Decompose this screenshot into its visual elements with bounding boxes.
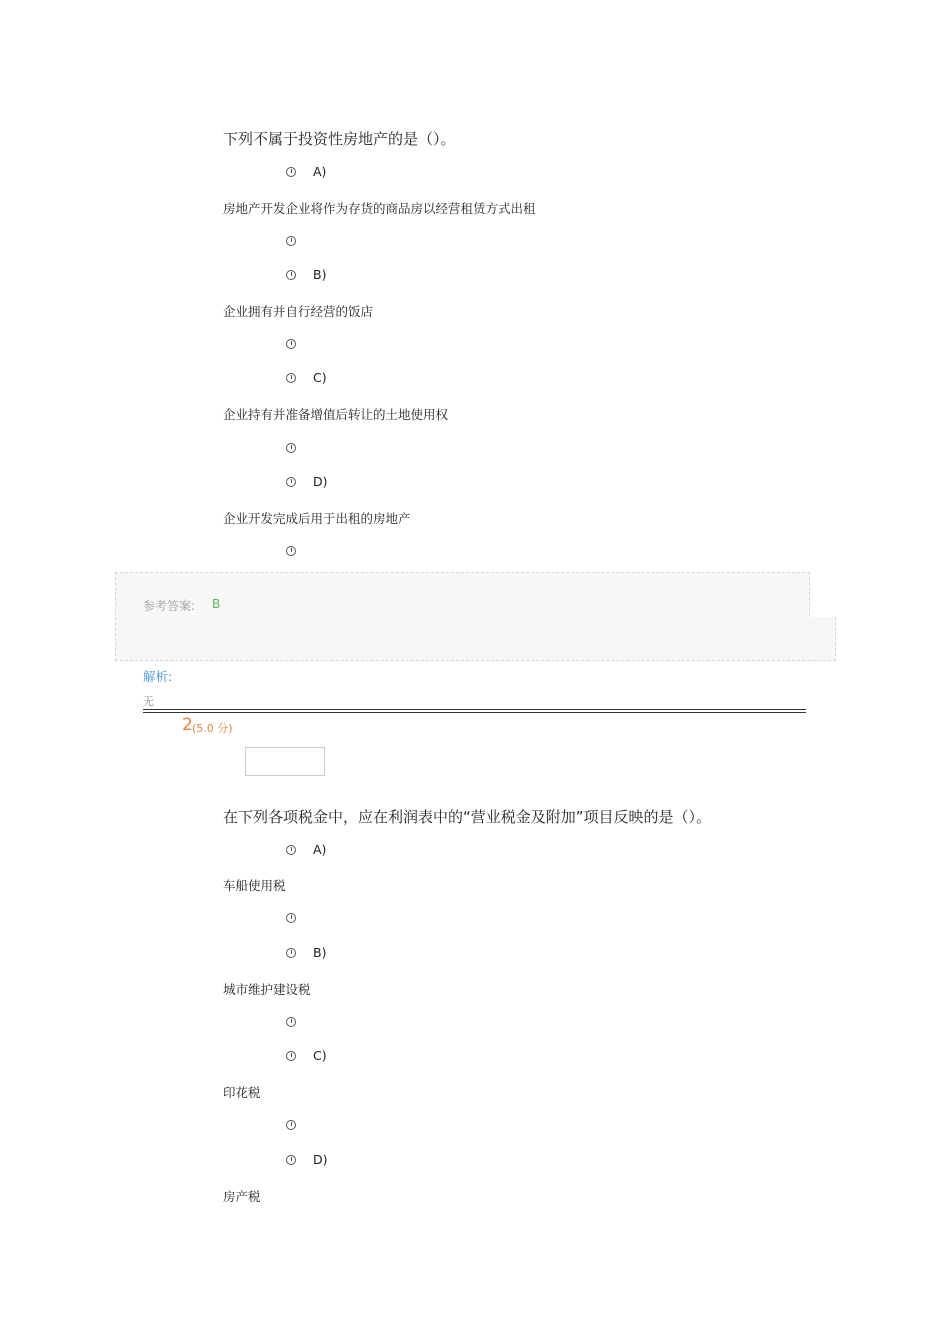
radio-icon[interactable] <box>286 236 296 246</box>
option-2c-letter: C) <box>313 1048 327 1063</box>
question-2-number: 2 <box>182 715 193 735</box>
option-1c-text: 企业持有并准备增值后转让的土地使用权 <box>223 407 449 422</box>
option-1d-text: 企业开发完成后用于出租的房地产 <box>223 511 411 526</box>
radio-2c-icon[interactable] <box>286 1051 296 1061</box>
option-1d-letter: D) <box>313 474 328 489</box>
answer-value: B <box>212 597 221 611</box>
analysis-label: 解析: <box>143 669 173 684</box>
option-1c-letter: C) <box>313 370 327 385</box>
answer-panel <box>115 572 810 661</box>
radio-icon[interactable] <box>286 339 296 349</box>
option-1b-text: 企业拥有并自行经营的饭店 <box>223 304 374 319</box>
radio-2b-icon[interactable] <box>286 948 296 958</box>
option-2d-text: 房产税 <box>223 1189 261 1204</box>
option-1a-text: 房地产开发企业将作为存货的商品房以经营租赁方式出租 <box>223 201 536 216</box>
question-1-stem: 下列不属于投资性房地产的是（）。 <box>223 130 456 148</box>
option-1b-letter: B) <box>313 267 327 282</box>
radio-icon[interactable] <box>286 1017 296 1027</box>
question-2-stem: 在下列各项税金中，应在利润表中的“营业税金及附加”项目反映的是（）。 <box>223 808 712 826</box>
question-2-score: (5.0 分) <box>192 722 233 735</box>
option-1a-letter: A) <box>313 164 327 179</box>
option-2b-letter: B) <box>313 945 327 960</box>
radio-1c-icon[interactable] <box>286 373 296 383</box>
answer-panel-extension <box>809 617 836 661</box>
radio-1b-icon[interactable] <box>286 270 296 280</box>
option-2b-text: 城市维护建设税 <box>223 982 311 997</box>
radio-icon[interactable] <box>286 443 296 453</box>
option-2a-text: 车船使用税 <box>223 878 286 893</box>
option-2a-letter: A) <box>313 842 327 857</box>
answer-label: 参考答案: <box>143 599 196 613</box>
radio-1a-icon[interactable] <box>286 167 296 177</box>
option-2d-letter: D) <box>313 1152 328 1167</box>
analysis-value: 无 <box>143 695 154 708</box>
radio-icon[interactable] <box>286 913 296 923</box>
answer-input[interactable] <box>245 747 325 776</box>
radio-icon[interactable] <box>286 1120 296 1130</box>
section-divider <box>143 709 806 713</box>
radio-icon[interactable] <box>286 546 296 556</box>
radio-1d-icon[interactable] <box>286 477 296 487</box>
radio-2a-icon[interactable] <box>286 845 296 855</box>
radio-2d-icon[interactable] <box>286 1155 296 1165</box>
option-2c-text: 印花税 <box>223 1085 261 1100</box>
